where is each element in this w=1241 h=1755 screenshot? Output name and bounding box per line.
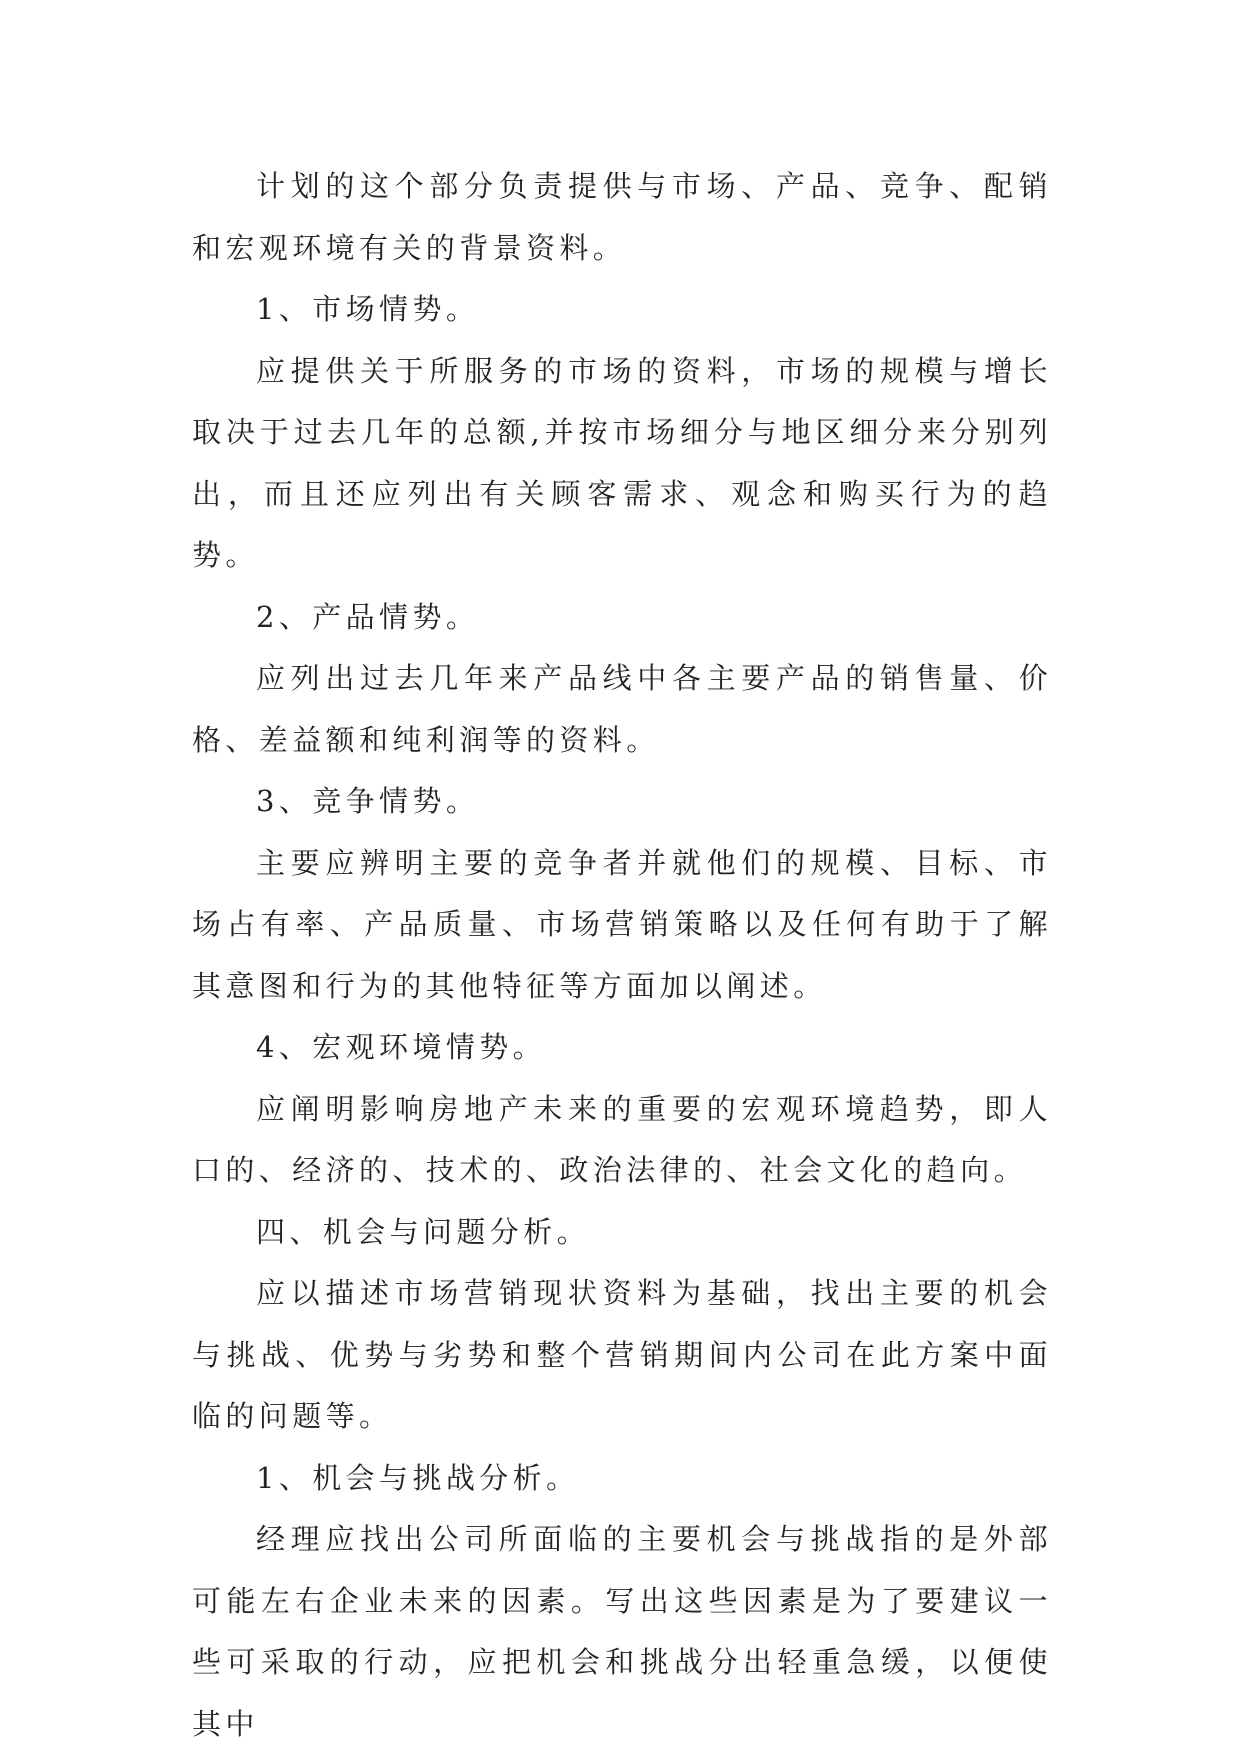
paragraph-intro: 计划的这个部分负责提供与市场、产品、竞争、配销和宏观环境有关的背景资料。 [192, 169, 1052, 265]
paragraph-product-situation: 应列出过去几年来产品线中各主要产品的销售量、价格、差益额和纯利润等的资料。 [192, 661, 1052, 757]
heading-macro-environment: 4、宏观环境情势。 [256, 1030, 547, 1064]
heading-market-situation: 1、市场情势。 [256, 292, 480, 326]
heading-opportunity-analysis: 四、机会与问题分析。 [256, 1214, 591, 1249]
heading-competition-situation: 3、竞争情势。 [256, 784, 480, 818]
heading-opportunity-challenge: 1、机会与挑战分析。 [256, 1460, 580, 1495]
paragraph-market-situation: 应提供关于所服务的市场的资料，市场的规模与增长取决于过去几年的总额,并按市场细分与地区细分来分别列出，而且还应列出有关顾客需求、观念和购买行为的趋势。 [192, 353, 1052, 572]
paragraph-opportunity-challenge: 经理应找出公司所面临的主要机会与挑战指的是外部可能左右企业未来的因素。写出这些因素是为了要建议一些可采取的行动，应把机会和挑战分出轻重急缓，以便使其中 [192, 1522, 1052, 1741]
paragraph-opportunity-analysis: 应以描述市场营销现状资料为基础，找出主要的机会与挑战、优势与劣势和整个营销期间内公司在此方案中面临的问题等。 [192, 1276, 1052, 1433]
paragraph-macro-environment: 应阐明影响房地产未来的重要的宏观环境趋势，即人口的、经济的、技术的、政治法律的、社会文化的趋向。 [192, 1091, 1052, 1187]
heading-product-situation: 2、产品情势。 [256, 599, 480, 634]
document-body [192, 156, 1052, 1755]
paragraph-competition-situation: 主要应辨明主要的竞争者并就他们的规模、目标、市场占有率、产品质量、市场营销策略以及任何有助于了解其意图和行为的其他特征等方面加以阐述。 [192, 845, 1052, 1003]
